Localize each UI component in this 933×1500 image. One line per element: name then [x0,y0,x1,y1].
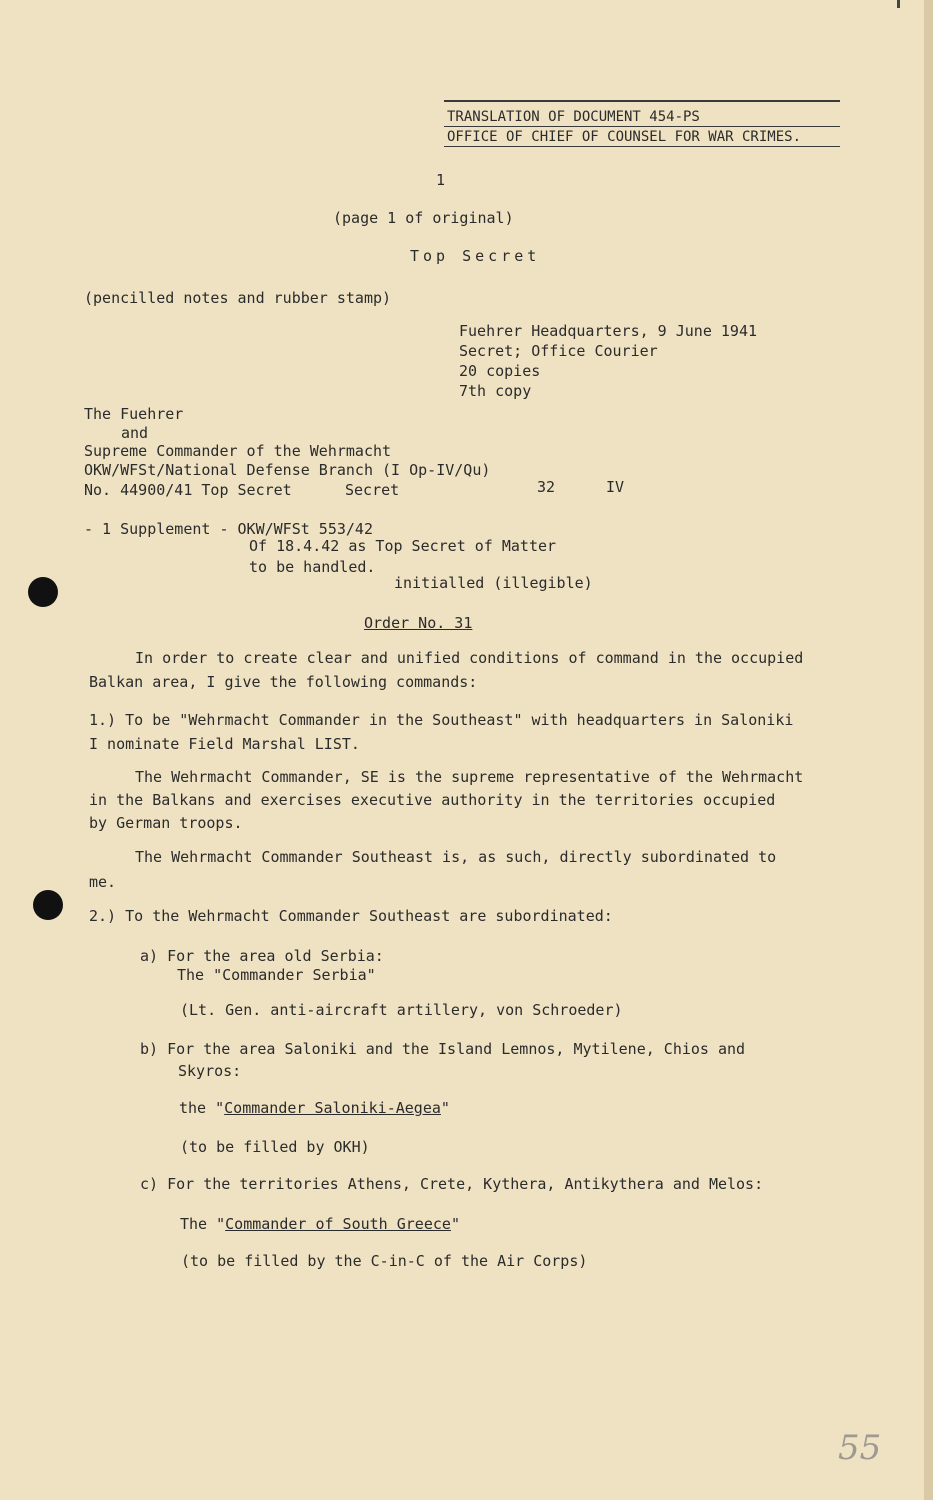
para-2-line-2: in the Balkans and exercises executive authority in the territories occupied [89,791,776,809]
para-2-line-1: The Wehrmacht Commander, SE is the supreme representative of the Wehrmacht [135,768,804,786]
page-of-original: (page 1 of original) [333,209,514,227]
item-b-line-3: the "Commander Saloniki-Aegea" [179,1099,450,1117]
top-edge-mark [897,0,900,8]
para-3-line-1: The Wehrmacht Commander Southeast is, as such, directly subordinated to [135,848,777,866]
dispatch-line-2: Secret; Office Courier [459,342,658,360]
punch-hole-upper [28,577,58,607]
header-rule-top [444,100,840,102]
item-c-line-1: c) For the territories Athens, Crete, Kythera, Antikythera and Melos: [140,1175,764,1193]
item-a-line-1: a) For the area old Serbia: [140,947,384,965]
para-4: 2.) To the Wehrmacht Commander Southeast are subordinated: [89,907,613,925]
item-b-line-2: Skyros: [178,1062,242,1080]
item-a-line-2: The "Commander Serbia" [177,966,376,984]
item-c-line-3: (to be filled by the C-in-C of the Air Corps) [181,1252,588,1270]
order-title: Order No. 31 [364,614,473,632]
page-edge-shadow [924,0,933,1500]
header-rule-mid [444,126,840,127]
item-c-line-2: The "Commander of South Greece" [180,1215,460,1233]
item-a-line-3: (Lt. Gen. anti-aircraft artillery, von Schroeder) [180,1001,623,1019]
header-rule-bottom [444,146,840,147]
page-number: 1 [436,171,446,189]
para-2-line-3: by German troops. [89,814,243,832]
handwritten-page-number: 55 [838,1428,882,1468]
dispatch-line-1: Fuehrer Headquarters, 9 June 1941 [459,322,758,340]
header-line-2: OFFICE OF CHIEF OF COUNSEL FOR WAR CRIMES. [447,129,802,145]
item-b-line-4: (to be filled by OKH) [180,1138,370,1156]
intro-line-1: In order to create clear and unified conditions of command in the occupied [135,649,804,667]
sender-secret: Secret [345,481,400,499]
intro-line-2: Balkan area, I give the following commands: [89,673,478,691]
commander-south-greece: Commander of South Greece [225,1215,451,1233]
classification: Top Secret [410,247,541,265]
supplement-line-1: - 1 Supplement - OKW/WFSt 553/42 [84,520,373,538]
sender-line-5: No. 44900/41 Top Secret [84,481,292,499]
punch-hole-lower [33,890,63,920]
sender-line-2: and [121,424,149,442]
supplement-line-4: initialled (illegible) [394,574,593,592]
dispatch-line-4: 7th copy [459,382,532,400]
sender-line-3: Supreme Commander of the Wehrmacht [84,442,392,460]
para-1-line-2: I nominate Field Marshal LIST. [89,735,360,753]
para-3-line-2: me. [89,873,117,891]
para-1-line-1: 1.) To be "Wehrmacht Commander in the Southeast" with headquarters in Saloniki [89,711,794,729]
header-line-1: TRANSLATION OF DOCUMENT 454-PS [447,109,700,125]
sender-line-4: OKW/WFSt/National Defense Branch (I Op-IV/Qu) [84,461,491,479]
supplement-line-3: to be handled. [249,558,376,576]
dispatch-line-3: 20 copies [459,362,541,380]
pencilled-note: (pencilled notes and rubber stamp) [84,289,392,307]
sender-number: 32 [537,478,556,496]
sender-line-1: The Fuehrer [84,405,184,423]
item-b-line-1: b) For the area Saloniki and the Island Lemnos, Mytilene, Chios and [140,1040,746,1058]
supplement-line-2: Of 18.4.42 as Top Secret of Matter [249,537,557,555]
sender-iv: IV [606,478,625,496]
commander-saloniki-aegea: Commander Saloniki-Aegea [224,1099,441,1117]
